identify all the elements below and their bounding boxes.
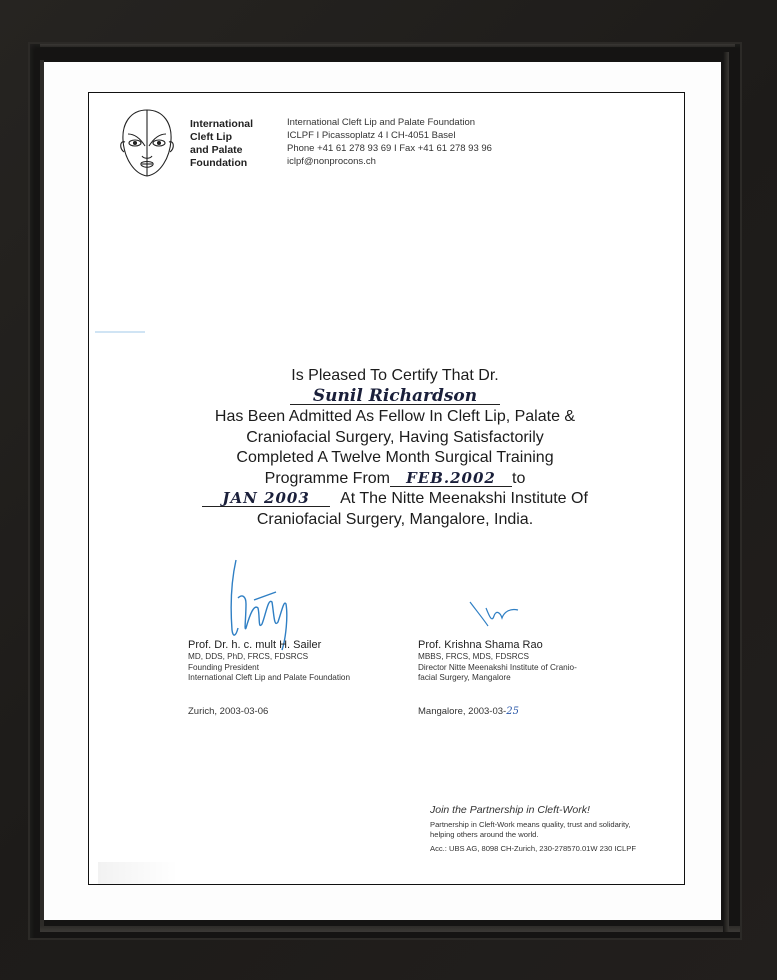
- footer-tagline: Join the Partnership in Cleft-Work!: [430, 804, 590, 816]
- signatory-name: Prof. Krishna Shama Rao: [418, 639, 543, 651]
- org-name-line: Cleft Lip: [190, 131, 232, 143]
- to-label: to: [512, 469, 526, 487]
- cert-line-7: [180, 489, 610, 510]
- footer-description-line: helping others around the world.: [430, 830, 539, 839]
- signatory-credentials: MD, DDS, PhD, FRCS, FDSRCS: [188, 652, 309, 661]
- footer-description-line: Partnership in Cleft-Work means quality, trust and solidarity,: [430, 820, 631, 829]
- scan-mark: [95, 331, 145, 333]
- signatory-title-cont: facial Surgery, Mangalore: [418, 673, 511, 682]
- footer: [430, 803, 636, 853]
- signatory-rao: [418, 639, 577, 717]
- frame-edge-right: [723, 52, 729, 932]
- face-logo-icon: [116, 108, 178, 178]
- org-name-line: Foundation: [190, 157, 248, 169]
- org-name-line: International: [190, 118, 254, 130]
- institute-label: At The Nitte Meenakshi Institute Of: [340, 490, 588, 507]
- contact-address: ICLPF I Picassoplatz 4 I CH-4051 Basel: [287, 130, 456, 141]
- cert-line-5: Completed A Twelve Month Surgical Training: [236, 449, 554, 466]
- signatory-title: Director Nitte Meenakshi Institute of Cranio-: [418, 662, 577, 672]
- certificate-body: [180, 366, 610, 530]
- place-date: Zurich, 2003-03-06: [188, 705, 269, 717]
- contact-phone: Phone +41 61 278 93 69 I Fax +41 61 278 93 96: [287, 143, 492, 154]
- cert-recipient-line: [180, 387, 610, 408]
- signatory-sailer: [188, 639, 350, 717]
- signatory-credentials: MBBS, FRCS, MDS, FDSRCS: [418, 652, 529, 661]
- cert-line-8: Craniofacial Surgery, Mangalore, India.: [256, 510, 534, 528]
- cert-line-1: Is Pleased To Certify That Dr.: [291, 367, 499, 384]
- place-date-prefix: Mangalore, 2003-03-: [418, 705, 507, 717]
- frame-edge-top: [40, 44, 735, 47]
- recipient-name: Sunil Richardson: [290, 388, 500, 405]
- frame-edge-bottom: [40, 926, 740, 932]
- contact-line: International Cleft Lip and Palate Foundation: [287, 117, 476, 128]
- end-date: JAN 2003: [202, 490, 330, 507]
- handwritten-day: 25: [506, 705, 519, 717]
- organization-contact: [287, 116, 492, 168]
- cert-line-4: Craniofacial Surgery, Having Satisfactorily: [246, 428, 544, 446]
- scan-shadow: [98, 862, 178, 884]
- org-name-line: and Palate: [190, 144, 243, 156]
- signatory-name: Prof. Dr. h. c. mult H. Sailer: [188, 639, 322, 651]
- cert-line-3: Has Been Admitted As Fellow In Cleft Lip, Palate &: [214, 408, 576, 425]
- signatory-title: Founding President: [188, 662, 260, 672]
- start-date: FEB.2002: [390, 470, 512, 487]
- signature-rao: [468, 600, 528, 630]
- signatory-organization: International Cleft Lip and Palate Foundation: [188, 673, 351, 682]
- programme-from-label: Programme From: [264, 469, 390, 487]
- cert-line-6: [180, 469, 610, 490]
- organization-name: [190, 118, 253, 170]
- contact-email: iclpf@nonprocons.ch: [287, 156, 376, 167]
- place-date: [418, 706, 577, 717]
- footer-account: Acc.: UBS AG, 8098 CH-Zurich, 230-278570.01W 230 ICLPF: [430, 844, 636, 853]
